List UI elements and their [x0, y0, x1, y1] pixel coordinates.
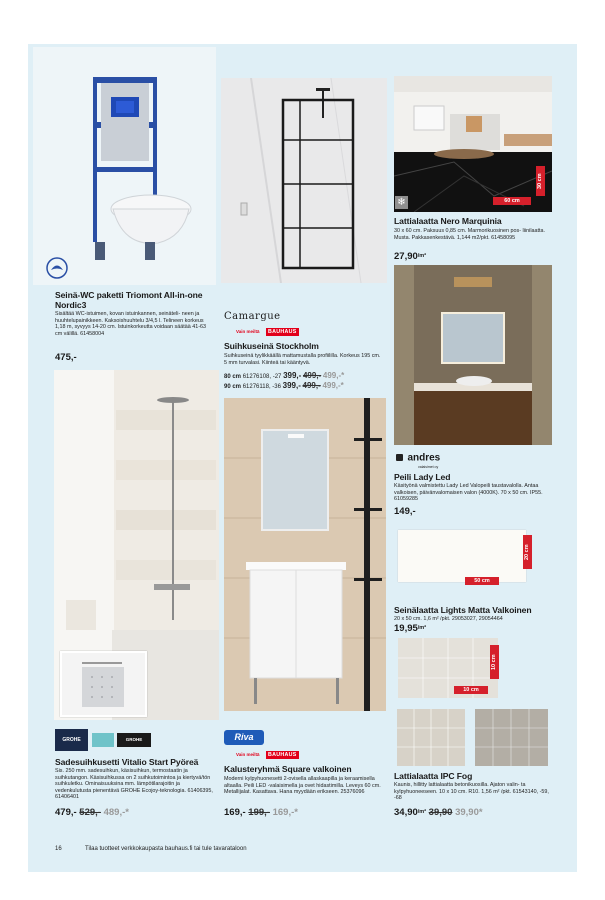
shower-head-inset [60, 651, 147, 717]
riva-logo-text: Riva [234, 732, 254, 742]
cabinet-price-value: 169,- [224, 807, 246, 818]
shower-set-alt-price: 489,-* [103, 807, 129, 818]
frost-resistant-icon: ❄ [395, 196, 408, 209]
wc-description: Sisältää WC-istuimen, kovan istuinkannen, seinäteli- neen ja huuhtelupainikkeen. Kaksoishuuhtelu 3/4,5 l. Telineen korkeus 1,18 m, syvyys 14-20 cm. Istuinkorkeutta voidaan säätää 41-63 cm välillä. 61458004 [55, 311, 207, 337]
tile-lights-price-value: 19,95 [394, 623, 418, 634]
cabinet-title: Kalusteryhmä Square valkoinen [224, 764, 352, 774]
lights-dim-width: 50 cm [465, 577, 499, 585]
tile-ipc-title: Lattialaatta IPC Fog [394, 771, 473, 781]
grohe-dark-logo [117, 733, 151, 747]
lights-dim-height: 20 cm [523, 535, 532, 569]
grohe-logo-text: GROHE [62, 737, 81, 743]
tile-ipc-old-price: 39,90 [428, 807, 453, 818]
bauhaus-tag-cabinet-icon: BAUHAUS [268, 752, 297, 758]
row90-code: 61276118, -36 [242, 384, 281, 390]
tile-ipc-price-value: 34,90 [394, 807, 418, 818]
grohe-eco-logo [92, 733, 114, 747]
shower-set-old-price: 529,- [79, 807, 101, 818]
row90-label: 90 cm [224, 384, 242, 390]
riva-logo [224, 730, 264, 745]
shower-wall-image [221, 78, 387, 283]
tile-nero-description: 30 x 60 cm. Paksuus 0,85 cm. Marmorikuosinen pos- liinilaatta. Musta. Pakkasenkestävä. 1,144 m2/pkt. 61458095 [394, 228, 546, 241]
tile-nero-price-value: 27,90 [394, 251, 418, 262]
ipc-dim-width: 10 cm [454, 686, 488, 694]
row80-old: 499,- [302, 371, 322, 380]
shower-wall-row-80 [224, 373, 389, 381]
tile-ipc-description: Kaunis, hillitty lattialaatta betonikuosilla. Ajaton valin- ta kylpyhuoneeseen. 10 x 10 cm. R10. 1,56 m² /pkt. 61543140, -59, -68 [394, 782, 549, 801]
exclusive-tag-cabinet: Vain meiltä [236, 752, 260, 757]
cabinet-alt-price: 169,-* [272, 807, 298, 818]
row80-label: 80 cm [224, 374, 242, 380]
row80-code: 61276108, -27 [242, 374, 282, 380]
mirror-image [394, 265, 552, 445]
wc-product-image [33, 47, 216, 285]
tile-ipc-alt-price: 39,90* [455, 807, 483, 818]
mirror-title: Peili Lady Led [394, 472, 451, 482]
tile-lights-description: 20 x 50 cm. 1,6 m² /pkt. 29053027, 29054464 [394, 616, 503, 622]
tile-ipc-swatch-dark [475, 709, 548, 766]
wc-title: Seinä-WC paketti Triomont All-in-one Nordic3 [55, 290, 203, 310]
andres-brand: andres [407, 452, 441, 464]
shower-wall-description: Suihkuseinä tyylikkäällä mattamustalla profiililla. Korkeus 195 cm. 5 mm turvalasi. Kiinteä tai kääntyvä. [224, 353, 381, 366]
tile-lights-image [398, 530, 526, 582]
nero-dim-height: 30 cm [536, 166, 545, 196]
page-number: 16 [55, 846, 62, 852]
tile-nero-title: Lattialaatta Nero Marquinia [394, 216, 502, 226]
shower-set-description: Sis. 250 mm. sadesuihkun, käsisuihkun, termostaatin ja suihkutangon. Käsisuihkussa on 2 suihkutoimintoa ja kiertyvä/tön suihkuletku. Ominaisuuksina mm. lämpötilarajoitin ja vedenkulutusta pienentävä GROHE Ecojoy-teknologia. 61406395, 61406401 [55, 768, 213, 800]
shower-wall-title: Suihkuseinä Stockholm [224, 341, 319, 351]
cabinet-price [224, 807, 298, 818]
footer-text: Tilaa tuotteet verkkokaupasta bauhaus.fi tai tule tavarataloon [85, 846, 247, 852]
nordic-swan-logo [46, 257, 68, 281]
row80-alt: 499,-* [322, 371, 345, 380]
tile-ipc-swatch-light [397, 709, 465, 766]
tile-lights-price-unit: /m² [417, 625, 427, 631]
camargue-logo: Camargue [224, 311, 281, 322]
cabinet-image [224, 398, 386, 711]
tile-nero-price-unit: /m² [417, 253, 427, 259]
shower-set-title: Sadesuihkusetti Vitalio Start Pyöreä [55, 757, 199, 767]
grohe-dark-logo-text: GROHE [125, 737, 143, 742]
andres-logo [396, 449, 440, 469]
andres-mark-icon [396, 454, 403, 461]
row80-price: 399,- [283, 371, 302, 380]
bauhaus-tag-icon: BAUHAUS [268, 329, 297, 335]
andres-sub: valaisimet oy [418, 465, 439, 469]
shower-set-price [55, 807, 129, 818]
row90-alt: 499,-* [322, 381, 344, 390]
exclusive-tag: Vain meiltä [236, 329, 260, 334]
row90-price: 399,- [282, 381, 301, 390]
cabinet-description: Moderni kylpyhuonesetti 2-ovisella allaskaapilla ja keraamisella altaalla. Peili LED -valaisimella ja ovet hidastimilla. Leveys 60 cm. Metallijalat. Kasattava. Hana myydään erikseen. 25376096 [224, 776, 381, 795]
shower-set-price-value: 479,- [55, 807, 77, 818]
mirror-price: 149,- [394, 506, 416, 517]
tile-nero-image [394, 76, 552, 212]
row90-old: 499,- [302, 381, 321, 390]
nero-dim-width: 60 cm [493, 197, 531, 205]
grohe-logo [55, 729, 88, 751]
tile-nero-price [394, 251, 426, 262]
wc-price: 475,- [55, 352, 77, 363]
cabinet-old-price: 199,- [248, 807, 270, 818]
tile-lights-price [394, 623, 426, 634]
tile-ipc-price [394, 807, 483, 818]
ipc-dim-height: 10 cm [490, 645, 499, 679]
mirror-description: Käsityönä valmistettu Lady Led Valopeili taustavalolla. Antaa valkoisen, päivänvalomaisen valon (4000K). 70 x 50 cm. IP55. 61059285 [394, 483, 543, 502]
shower-wall-row-90 [224, 383, 389, 391]
tile-ipc-price-unit: /m² [417, 809, 427, 815]
tile-lights-title: Seinälaatta Lights Matta Valkoinen [394, 605, 532, 615]
